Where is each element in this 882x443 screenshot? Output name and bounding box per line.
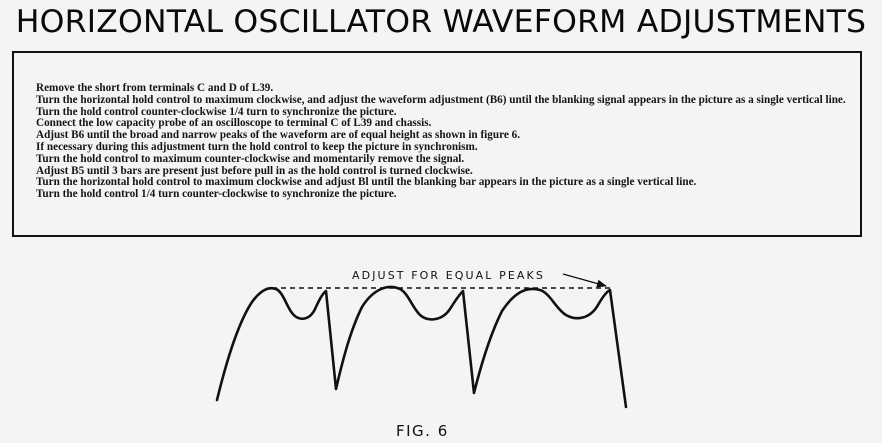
- instruction-text: Turn the hold control to maximum counter-clockwise and momentarily remove the signal.: [36, 152, 465, 165]
- instruction-text: Adjust B6 until the broad and narrow peaks of the waveform are of equal height as shown in figure 6.: [36, 129, 521, 142]
- instruction-text: Turn the hold control counter-clockwise 1/4 turn to synchronize the picture.: [36, 105, 397, 118]
- figure-caption: FIG. 6: [396, 422, 449, 440]
- instructions-box: [12, 51, 862, 237]
- instruction-text: Turn the hold control 1/4 turn counter-clockwise to synchronize the picture.: [36, 188, 397, 201]
- instruction-text: If necessary during this adjustment turn the hold control to keep the picture in synchronism.: [36, 140, 478, 153]
- waveform-trace: [217, 287, 626, 407]
- equal-peaks-annotation: ADJUST FOR EQUAL PEAKS: [352, 269, 545, 282]
- instruction-text: Remove the short from terminals C and D of L39.: [36, 82, 274, 94]
- instruction-text: Adjust B5 until 3 bars are present just before pull in as the hold control is turned clockwise.: [36, 164, 473, 177]
- annotation-arrow: [563, 274, 606, 286]
- instruction-step: [26, 189, 856, 201]
- page-title: HORIZONTAL OSCILLATOR WAVEFORM ADJUSTMENTS: [15, 4, 867, 40]
- instruction-text: Turn the horizontal hold control to maximum clockwise and adjust Bl until the blanking bar appears in the picture as a single vertical line.: [36, 176, 697, 189]
- instruction-text: Turn the horizontal hold control to maximum clockwise, and adjust the waveform adjustment (B6) until the blanking signal appears in the picture as a single vertical line.: [36, 93, 846, 106]
- instruction-list: [26, 83, 856, 201]
- waveform-figure: [0, 255, 882, 443]
- instruction-text: Connect the low capacity probe of an oscilloscope to terminal C of L39 and chassis.: [36, 117, 432, 130]
